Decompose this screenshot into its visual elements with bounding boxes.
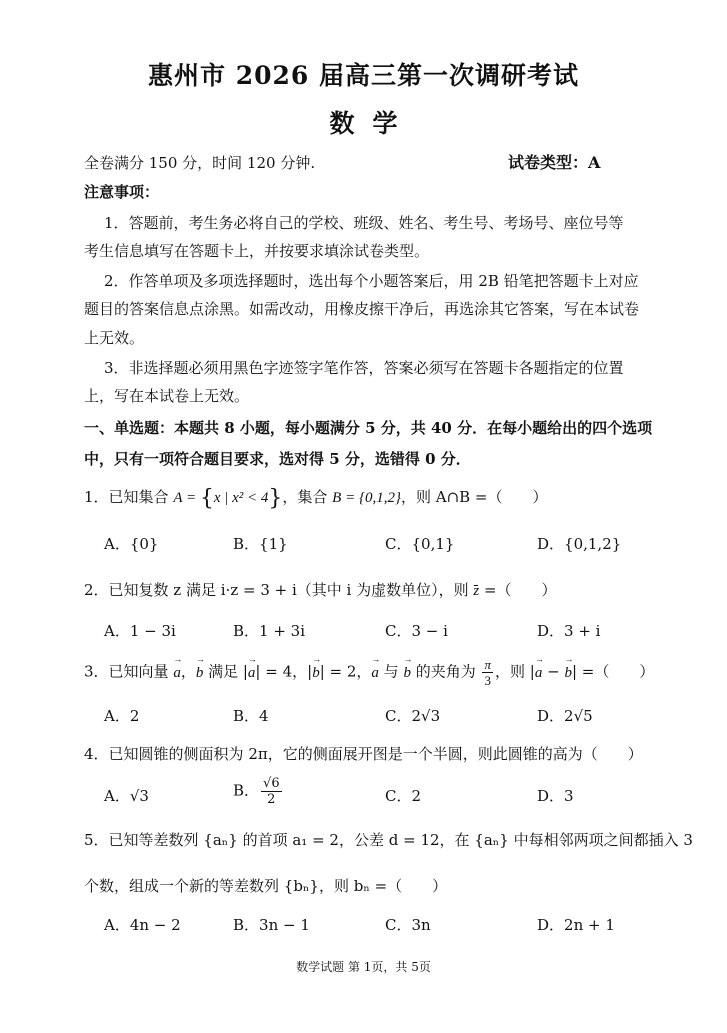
q5-option-a: A．4n − 2 [104,916,181,934]
exam-title: 惠州市 2026 届高三第一次调研考试 [148,61,579,90]
q3-vector-a: → a [173,665,181,682]
q2-option-c: C．3 − i [385,622,448,640]
section-1-line-2: 中，只有一项符合题目要求，选对得 5 分，选错得 0 分． [84,450,471,468]
notes-heading: 注意事项： [84,183,160,201]
q1-brace-right: } [268,486,283,511]
question-5-line-2: 个数，组成一个新的等差数列 {bₙ}，则 bₙ =（ ） [84,877,448,895]
q1-middle: ，集合 [282,488,333,506]
q2-option-b: B．1 + 3i [233,622,306,640]
q3-p10: | =（ ） [571,662,655,681]
q3-p3: 满足 | [203,662,248,681]
q3-vector-b-4: → b [564,665,572,682]
note-2-line-2: 题目的答案信息点涂黑。如需改动，用橡皮擦干净后，再选涂其它答案，写在本试卷 [84,300,640,318]
q3-option-c: C．2√3 [385,707,441,725]
q4-option-b-fraction [261,776,282,807]
q3-p2: ， [180,662,196,681]
q3-vector-a-4: → a [535,665,543,682]
note-1-line-1: 1．答题前，考生务必将自己的学校、班级、姓名、考生号、考场号、座位号等 [104,214,624,232]
question-2 [84,579,557,600]
q4-option-d: D．3 [537,787,574,805]
q3-option-b: B．4 [233,707,269,725]
q3-option-d: D．2√5 [537,707,593,725]
q3-p5: | = 2， [319,662,372,681]
q1-option-a: A．{0} [104,535,159,553]
q2-z-conjugate: z [473,583,480,599]
q1-set-a: A = [173,490,200,506]
section-1-line-1: 一、单选题：本题共 8 小题，每小题满分 5 分，共 40 分．在每小题给出的四个选项 [84,419,653,437]
q5-option-d: D．2n + 1 [537,916,615,934]
question-5-line-1: 5．已知等差数列 {aₙ} 的首项 a₁ = 2，公差 d = 12，在 {aₙ} 中每相邻两项之间都插入 3 [84,831,693,849]
q3-vector-b: → b [196,665,204,682]
q3-p4: | = 4，| [255,662,313,681]
page-footer: 数学试题 第 1页，共 5页 [296,960,431,974]
q3-p6: 与 [378,662,404,681]
q1-brace-left: { [199,486,214,511]
q3-p1: 3．已知向量 [84,662,174,681]
q1-set-b: B = {0,1,2} [332,490,401,506]
q5-option-b: B．3n − 1 [233,916,310,934]
q3-option-a: A．2 [104,707,140,725]
subject-title: 数学 [329,109,416,138]
score-time-info: 全卷满分 150 分，时间 120 分钟. [84,154,316,172]
q4-option-a: A．√3 [104,787,149,805]
q4-option-c: C．2 [385,787,422,805]
q1-option-c: C．{0,1} [385,535,455,553]
paper-type: 试卷类型：A [508,153,601,172]
question-4: 4．已知圆锥的侧面积为 2π，它的侧面展开图是一个半圆，则此圆锥的高为（ ） [84,745,643,763]
q2-text-a: 2．已知复数 z 满足 i·z = 3 + i（其中 i 为虚数单位），则 [84,581,474,599]
q4-b-den: 2 [267,792,276,807]
q1-suffix: ，则 A∩B =（ ） [400,488,548,506]
q3-p8: ，则 | [495,662,535,681]
note-3-line-2: 上，写在本试卷上无效。 [84,387,250,405]
q1-option-d: D．{0,1,2} [537,535,622,553]
q3-p7: 的夹角为 [410,662,481,681]
q2-option-a: A．1 − 3i [104,622,176,640]
q4-option-b-label: B． [233,781,260,800]
q3-vector-a-2: → a [248,665,256,682]
note-1-line-2: 考生信息填写在答题卡上，并按要求填涂试卷类型。 [84,242,430,260]
note-2-line-1: 2．作答单项及多项选择题时，选出每个小题答案后，用 2B 铅笔把答题卡上对应 [104,272,639,290]
q2-option-d: D．3 + i [537,622,601,640]
q1-prefix: 1．已知集合 [84,488,174,506]
q2-text-b: =（ ） [479,581,557,599]
note-3-line-1: 3．非选择题必须用黑色字迹签字笔作答，答案必须写在答题卡各题指定的位置 [104,359,624,377]
q3-p9: − [542,662,565,681]
q5-option-c: C．3n [385,916,431,934]
note-2-line-3: 上无效。 [84,329,145,347]
q1-option-b: B．{1} [233,535,288,553]
q3-frac-den: 3 [484,673,491,688]
q3-frac-num: π [484,657,491,672]
q3-vector-b-3: → b [403,665,411,682]
q3-vector-a-3: → a [371,665,379,682]
q4-option-b [233,776,284,807]
question-3 [84,657,654,688]
q1-set-a-body: x | x² < 4 [213,490,269,506]
question-1 [84,486,548,511]
q4-b-num: √6 [263,776,280,791]
q3-vector-b-2: → b [312,665,320,682]
q3-angle-fraction [482,657,493,688]
